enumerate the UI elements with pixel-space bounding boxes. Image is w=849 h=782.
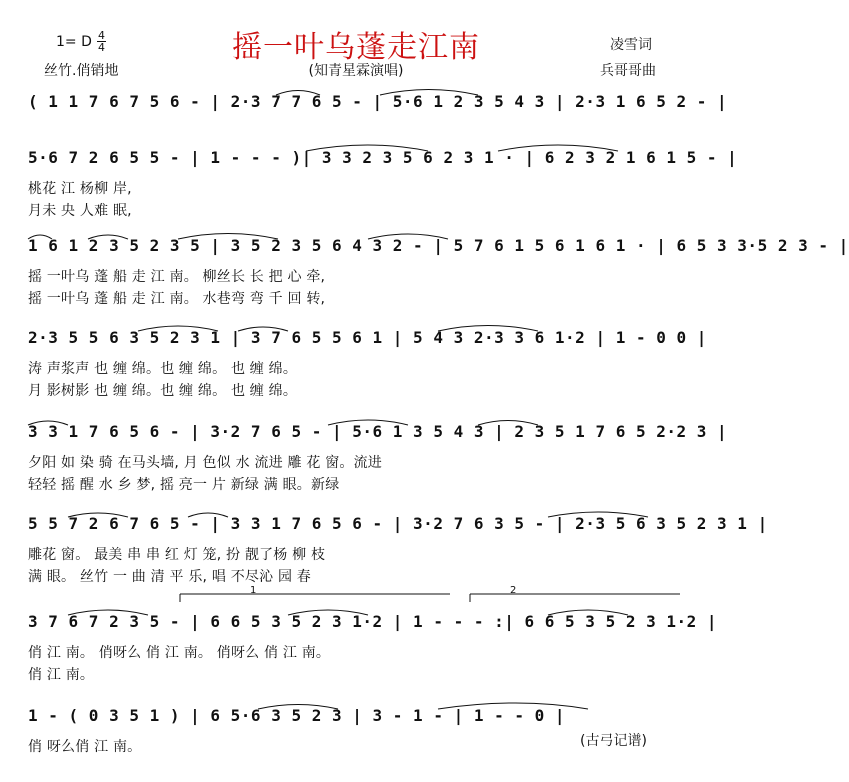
lyrics-verse-1: 桃花 江 杨柳 岸, bbox=[28, 181, 132, 197]
notation-line: 3 7 6 7 2 3 5 - | 6 6 5 3 5 2 3 1·2 | 1 - - - :| 6 6 5 3 5 2 3 1·2 | bbox=[28, 612, 718, 631]
key-signature: 1= D bbox=[56, 34, 92, 50]
score-row bbox=[0, 148, 738, 219]
lyrics-verse-2: 俏 江 南。 bbox=[28, 667, 95, 683]
score-row bbox=[0, 328, 712, 399]
lyrics-verse-1: 夕阳 如 染 骑 在马头墙, 月 色似 水 流进 雕 花 窗。流进 bbox=[28, 455, 383, 471]
composer: 兵哥哥曲 bbox=[600, 63, 656, 79]
notation-line: 1 6 1 2 3 5 2 3 5 | 3 5 2 3 5 6 4 3 2 - | 5 7 6 1 5 6 1 6 1 · | 6 5 3 3·5 2 3 - | bbox=[28, 236, 849, 255]
performer: (知青星霖演唱) bbox=[308, 63, 404, 79]
volta-second-label: 2 bbox=[510, 585, 517, 596]
notation-line: 5 5 7 2 6 7 6 5 - | 3 3 1 7 6 5 6 - | 3·2 7 6 3 5 - | 2·3 5 6 3 5 2 3 1 | bbox=[28, 514, 768, 533]
lyrics-verse-1: 雕花 窗。 最美 串 串 红 灯 笼, 扮 靓了杨 柳 枝 bbox=[28, 547, 326, 563]
lyrics-verse-1: 涛 声浆声 也 缠 绵。也 缠 绵。 也 缠 绵。 bbox=[28, 361, 298, 377]
lyrics-verse-2: 月未 央 人难 眠, bbox=[28, 203, 132, 219]
notation-line: 3 3 1 7 6 5 6 - | 3·2 7 6 5 - | 5·6 1 3 5 4 3 | 2 3 5 1 7 6 5 2·2 3 | bbox=[28, 422, 728, 441]
lyricist: 凌雪词 bbox=[610, 37, 652, 53]
lyrics-verse-1: 摇 一叶乌 蓬 船 走 江 南。 柳丝长 长 把 心 牵, bbox=[28, 269, 326, 285]
time-signature bbox=[97, 30, 106, 53]
lyrics-verse-1: 俏 江 南。 俏呀么 俏 江 南。 俏呀么 俏 江 南。 bbox=[28, 645, 331, 661]
notation-line: 5·6 7 2 6 5 5 - | 1 - - - )| 3 3 2 3 5 6 2 3 1 · | 6 2 3 2 1 6 1 5 - | bbox=[28, 148, 738, 167]
transcriber-note: (古弓记谱) bbox=[580, 733, 647, 749]
lyrics-verse-2: 满 眼。 丝竹 一 曲 清 平 乐, 唱 不尽沁 园 春 bbox=[28, 569, 312, 585]
page-title: 摇一叶乌蓬走江南 bbox=[232, 30, 480, 65]
score-row bbox=[0, 514, 768, 585]
score-row bbox=[0, 236, 849, 307]
style-note: 丝竹.俏销地 bbox=[44, 63, 119, 79]
score-row bbox=[0, 612, 718, 683]
lyrics-verse-2: 月 影树影 也 缠 绵。也 缠 绵。 也 缠 绵。 bbox=[28, 383, 298, 399]
volta-first-label: 1 bbox=[250, 585, 257, 596]
lyrics-verse-2: 轻轻 摇 醒 水 乡 梦, 摇 亮一 片 新绿 满 眼。新绿 bbox=[28, 477, 340, 493]
meter-top: 4 bbox=[98, 29, 105, 42]
notation-line: 1 - ( 0 3 5 1 ) | 6 5·6 3 5 2 3 | 3 - 1 - | 1 - - 0 | bbox=[28, 706, 566, 725]
score-row bbox=[0, 422, 728, 493]
notation-line: 2·3 5 5 6 3 5 2 3 1 | 3 7 6 5 5 6 1 | 5 4 3 2·3 3 6 1·2 | 1 - 0 0 | bbox=[28, 328, 707, 347]
lyrics-verse-2: 摇 一叶乌 蓬 船 走 江 南。 水巷弯 弯 千 回 转, bbox=[28, 291, 326, 307]
notation-line: ( 1 1 7 6 7 5 6 - | 2·3 7 7 6 5 - | 5·6 1 2 3 5 4 3 | 2·3 1 6 5 2 - | bbox=[28, 92, 728, 111]
meter-bottom: 4 bbox=[98, 41, 105, 54]
lyrics-verse-1: 俏 呀么俏 江 南。 bbox=[28, 739, 142, 755]
